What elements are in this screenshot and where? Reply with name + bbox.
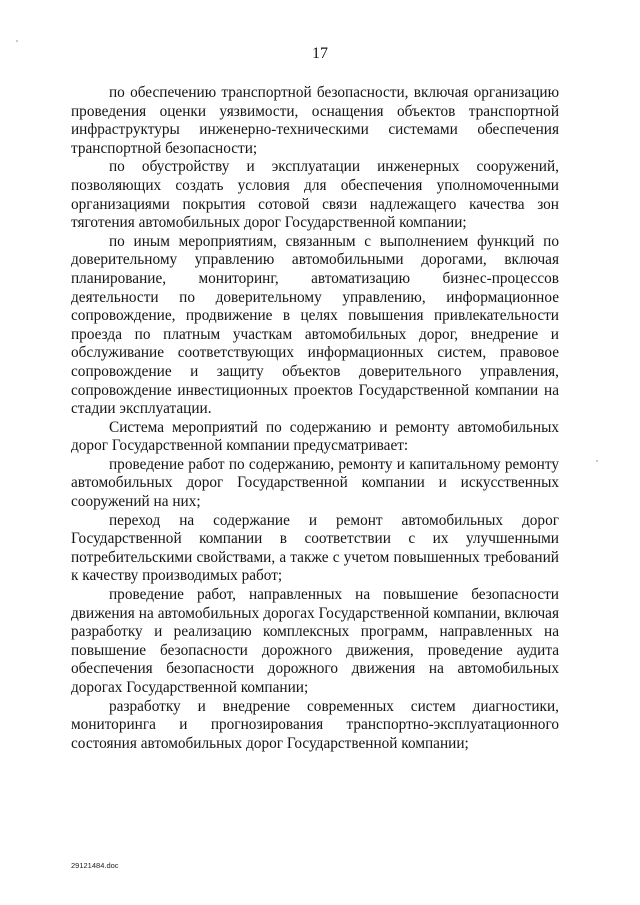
scan-speck xyxy=(16,40,18,42)
paragraph-other-activities: по иным мероприятиям, связанным с выполнением функций по доверительному управлению автомобильными дорогами, включая планирование, мониторинг, автоматизацию бизнес-процессов деятельности по доверительному управлению, информационное сопровождение, продвижение в целях повышения привлекательности проезда по платным участкам автомобильных дорог, внедрение и обслуживание соответствующих информационных систем, правовое сопровождение и защиту объектов доверительного управления, сопровождение инвестиционных проектов Государственной компании на стадии эксплуатации. xyxy=(71,232,559,418)
document-filename: 29121484.doc xyxy=(71,861,119,870)
paragraph-transition: переход на содержание и ремонт автомобильных дорог Государственной компании в соответствии с их улучшенными потребительскими свойствами, а также с учетом повышенных требований к качеству производимых работ; xyxy=(71,511,559,585)
paragraph-engineering-structures: по обустройству и эксплуатации инженерных сооружений, позволяющих создать условия для обеспечения уполномоченными организациями покрытия сотовой связи надлежащего качества зон тяготения автомобильных дорог Государственной компании; xyxy=(71,158,559,232)
scan-speck xyxy=(596,460,598,462)
paragraph-maintenance-system: Система мероприятий по содержанию и ремонту автомобильных дорог Государственной компании предусматривает: xyxy=(71,418,559,455)
paragraph-diagnostics: разработку и внедрение современных систем диагностики, мониторинга и прогнозирования транспортно-эксплуатационного состояния автомобильных дорог Государственной компании; xyxy=(71,697,559,752)
paragraph-traffic-safety: проведение работ, направленных на повышение безопасности движения на автомобильных дорогах Государственной компании, включая разработку и реализацию комплексных программ, направленных на повышение безопасности дорожного движения, проведение аудита обеспечения безопасности дорожного движения на автомобильных дорогах Государственной компании; xyxy=(71,586,559,696)
paragraph-transport-security: по обеспечению транспортной безопасности, включая организацию проведения оценки уязвимости, оснащения объектов транспортной инфраструктуры инженерно-техническими системами обеспечения транспортной безопасности; xyxy=(71,84,559,157)
document-body xyxy=(71,84,559,753)
paragraph-repair-works: проведение работ по содержанию, ремонту и капитальному ремонту автомобильных дорог Государственной компании и искусственных сооружений на них; xyxy=(71,455,559,511)
page-number: 17 xyxy=(312,45,328,62)
